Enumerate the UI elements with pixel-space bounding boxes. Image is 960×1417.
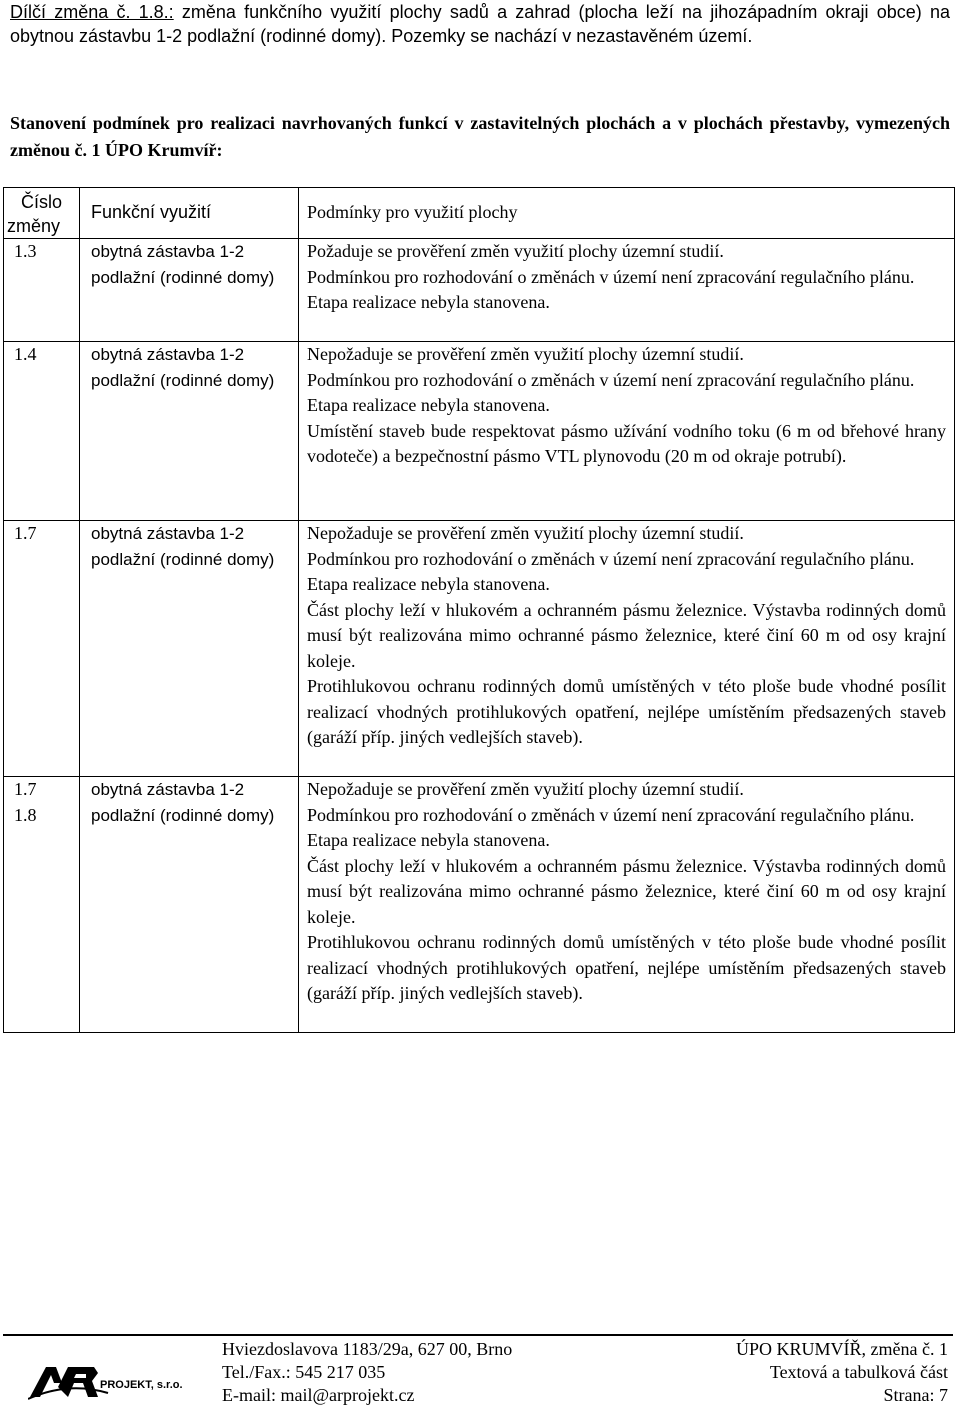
footer-address-block [222, 1338, 512, 1407]
condition-text: Umístění staveb bude respektovat pásmo užívání vodního toku (6 m od břehové hrany vodoteče) a bezpečnostní pásmo VTL plynovodu (20 m od okraje potrubí). [307, 420, 946, 466]
condition-text: Podmínkou pro rozhodování o změnách v území není zpracování regulačního plánu. [307, 548, 915, 569]
header-number-line2: změny [7, 216, 61, 236]
condition-text: Požaduje se prověření změn využití plochy územní studií. [307, 241, 724, 261]
condition-text: Protihlukovou ochranu rodinných domů umístěných v této ploše bude vhodné posílit realizací vhodných protihlukových opatření, nejlépe umístěním předsazených staveb (garáží příp. jiných vedlejších staveb). [307, 676, 946, 747]
header-number-line1: Číslo [21, 192, 63, 212]
row-conditions [299, 521, 955, 777]
intro-paragraph [10, 0, 950, 48]
header-number [4, 188, 80, 239]
row-number-2: 1.8 [14, 804, 37, 825]
condition-text: Nepožaduje se prověření změn využití plochy územní studií. [307, 344, 744, 364]
table-row [4, 777, 955, 1033]
intro-label: Dílčí změna č. 1.8.: [10, 2, 174, 22]
footer-email: E-mail: mail@arprojekt.cz [222, 1385, 415, 1405]
table-header-row [4, 188, 955, 239]
header-conditions [299, 188, 955, 239]
footer-phone: Tel./Fax.: 545 217 035 [222, 1362, 386, 1382]
ar-logo-icon [28, 1353, 198, 1403]
row-function: obytná zástavba 1-2 podlažní (rodinné domy) [80, 777, 299, 1033]
condition-text: Etapa realizace nebyla stanovena. [307, 830, 550, 850]
logo-company-text: PROJEKT, s.r.o. [100, 1379, 183, 1391]
condition-text: Etapa realizace nebyla stanovena. [307, 395, 550, 415]
intro-text: změna funkčního využití plochy sadů a zahrad (plocha leží na jihozápadním okraji obce) na obytnou zástavbu 1-2 podlažní (rodinné domy). Pozemky se nachází v nezastavěném území. [10, 2, 950, 46]
footer-document-block [736, 1338, 948, 1407]
row-number: 1.4 [4, 342, 80, 521]
header-function [80, 188, 299, 239]
row-number [4, 777, 80, 1033]
condition-text: Nepožaduje se prověření změn využití plochy územní studií. [307, 779, 744, 799]
footer-doc-title: ÚPO KRUMVÍŘ, změna č. 1 [736, 1339, 948, 1359]
conditions-table [3, 187, 955, 1033]
footer-address: Hviezdoslavova 1183/29a, 627 00, Brno [222, 1339, 513, 1359]
table-row [4, 521, 955, 777]
row-conditions [299, 239, 955, 342]
condition-text: Etapa realizace nebyla stanovena. [307, 574, 550, 594]
footer-doc-part: Textová a tabulková část [769, 1362, 948, 1382]
footer-rule [3, 1334, 953, 1336]
section-heading: Stanovení podmínek pro realizaci navrhovaných funkcí v zastavitelných plochách a v plochách přestavby, vymezených změnou č. 1 ÚPO Krumvíř: [10, 113, 950, 160]
condition-text: Podmínkou pro rozhodování o změnách v území není zpracování regulačního plánu. [307, 369, 915, 390]
condition-text: Část plochy leží v hlukovém a ochranném pásmu železnice. Výstavba rodinných domů musí být realizována mimo ochranné pásmo železnice, které činí 60 m od osy krajní koleje. [307, 599, 946, 671]
company-logo [28, 1353, 198, 1403]
row-function: obytná zástavba 1-2 podlažní (rodinné domy) [80, 521, 299, 777]
table-row [4, 342, 955, 521]
row-number: 1.3 [4, 239, 80, 342]
table-row [4, 239, 955, 342]
condition-text: Nepožaduje se prověření změn využití plochy územní studií. [307, 523, 744, 543]
footer-page-label: Strana: [883, 1385, 939, 1405]
condition-text: Podmínkou pro rozhodování o změnách v území není zpracování regulačního plánu. [307, 266, 915, 287]
header-conditions-text: Podmínky pro využití plochy [307, 202, 518, 223]
condition-text: Protihlukovou ochranu rodinných domů umístěných v této ploše bude vhodné posílit realizací vhodných protihlukových opatření, nejlépe umístěním předsazených staveb (garáží příp. jiných vedlejších staveb). [307, 932, 946, 1003]
condition-text: Část plochy leží v hlukovém a ochranném pásmu železnice. Výstavba rodinných domů musí být realizována mimo ochranné pásmo železnice, které činí 60 m od osy krajní koleje. [307, 855, 946, 927]
row-conditions [299, 777, 955, 1033]
condition-text: Etapa realizace nebyla stanovena. [307, 292, 550, 312]
row-number-1: 1.7 [14, 779, 37, 799]
row-conditions [299, 342, 955, 521]
condition-text: Podmínkou pro rozhodování o změnách v území není zpracování regulačního plánu. [307, 804, 915, 825]
footer-page-number: 7 [939, 1385, 948, 1405]
footer-page [736, 1384, 948, 1407]
row-function: obytná zástavba 1-2 podlažní (rodinné domy) [80, 342, 299, 521]
row-number: 1.7 [4, 521, 80, 777]
row-function: obytná zástavba 1-2 podlažní (rodinné domy) [80, 239, 299, 342]
header-function-text: Funkční využití [91, 202, 212, 223]
